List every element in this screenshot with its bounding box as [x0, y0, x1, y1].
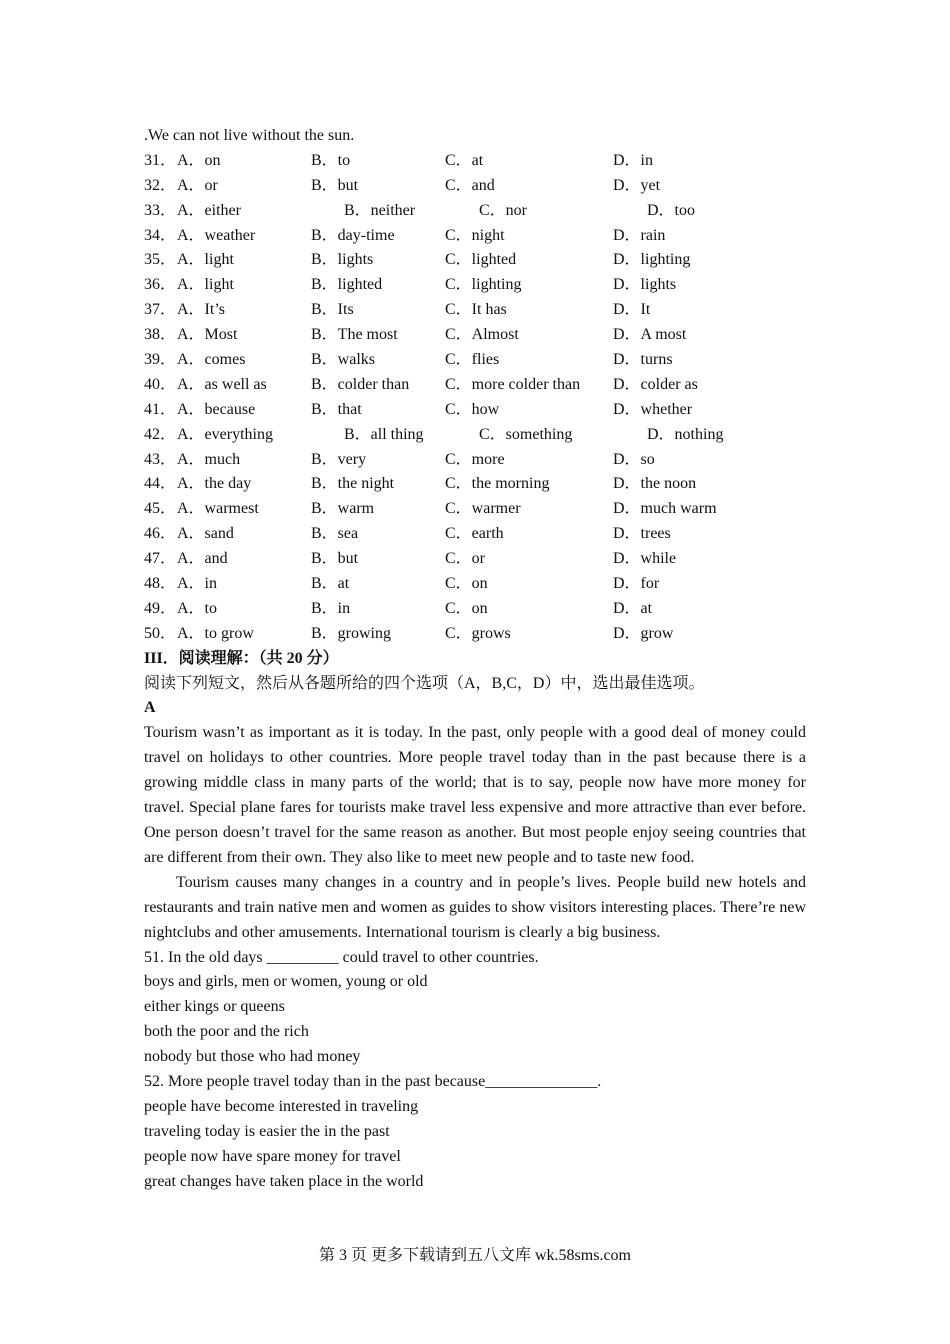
option-d: D．the noon — [613, 475, 697, 493]
question-number: 39． — [144, 351, 177, 369]
option-d: D．lighting — [613, 251, 691, 269]
option-c: C．how — [445, 400, 500, 418]
option-a: A．light — [177, 251, 234, 269]
passage-label: A — [144, 699, 156, 717]
section-heading: III．阅读理解：（共 20 分） — [144, 649, 339, 667]
option-b: B．that — [311, 400, 362, 418]
mc-question-row — [144, 199, 806, 224]
mc-question-row — [144, 149, 806, 174]
option-d: D．colder as — [613, 375, 698, 393]
option-c: C．and — [445, 176, 495, 194]
option-a: A．and — [177, 550, 228, 568]
option-a: A．or — [177, 176, 218, 194]
mc-question-row — [144, 597, 806, 622]
mc-question-row — [144, 622, 806, 647]
option-a: A．It’s — [177, 301, 226, 319]
mc-question-row — [144, 348, 806, 373]
reading-option: great changes have taken place in the world — [144, 1172, 424, 1190]
question-number: 31． — [144, 151, 177, 169]
option-c: C．or — [445, 550, 486, 568]
option-b: B．but — [311, 550, 359, 568]
section-instruction: 阅读下列短文，然后从各题所给的四个选项（A，B,C，D）中，选出最佳选项。 — [144, 674, 705, 692]
question-number: 49． — [144, 599, 177, 617]
question-number: 50． — [144, 624, 177, 642]
option-b: B．warm — [311, 500, 375, 518]
option-d: D．so — [613, 450, 655, 468]
option-b: B．growing — [311, 624, 392, 642]
option-c: C．earth — [445, 525, 504, 543]
option-a: A．weather — [177, 226, 256, 244]
mc-question-row — [144, 224, 806, 249]
mc-question-row — [144, 547, 806, 572]
question-number: 34． — [144, 226, 177, 244]
option-c: C．more colder than — [445, 375, 581, 393]
option-a: A．warmest — [177, 500, 259, 518]
option-b: B．all thing — [344, 425, 424, 443]
option-c: C．on — [445, 575, 488, 593]
mc-question-row — [144, 572, 806, 597]
option-a: A．light — [177, 276, 234, 294]
option-b: B．at — [311, 575, 350, 593]
option-b: B．lights — [311, 251, 374, 269]
document-page — [144, 124, 806, 1194]
question-number: 33． — [144, 201, 177, 219]
option-b: B．sea — [311, 525, 359, 543]
question-number: 44． — [144, 475, 177, 493]
option-c: C．lighted — [445, 251, 517, 269]
option-b: B．day-time — [311, 226, 395, 244]
option-b: B．lighted — [311, 276, 383, 294]
reading-option: both the poor and the rich — [144, 1023, 309, 1041]
option-c: C．night — [445, 226, 505, 244]
mc-question-row — [144, 273, 806, 298]
option-c: C．on — [445, 599, 488, 617]
option-d: D．whether — [613, 400, 693, 418]
option-d: D．A most — [613, 326, 687, 344]
reading-option: people now have spare money for travel — [144, 1147, 401, 1165]
question-number: 36． — [144, 276, 177, 294]
reading-question-list — [144, 946, 806, 1195]
option-c: C．lighting — [445, 276, 522, 294]
question-number: 43． — [144, 450, 177, 468]
option-c: C．more — [445, 450, 505, 468]
option-b: B．walks — [311, 351, 376, 369]
reading-option: either kings or queens — [144, 998, 285, 1016]
option-c: C．flies — [445, 351, 500, 369]
reading-option: boys and girls, men or women, young or old — [144, 973, 428, 991]
option-a: A．sand — [177, 525, 234, 543]
option-c: C．nor — [479, 201, 528, 219]
question-number: 45． — [144, 500, 177, 518]
option-c: C．at — [445, 151, 484, 169]
option-a: A．everything — [177, 425, 273, 443]
intro-line: .We can not live without the sun. — [144, 127, 355, 144]
question-number: 48． — [144, 575, 177, 593]
reading-option: traveling today is easier the in the past — [144, 1122, 390, 1140]
option-c: C．It has — [445, 301, 507, 319]
option-d: D．at — [613, 599, 653, 617]
reading-question-stem: 52. More people travel today than in the past because______________. — [144, 1072, 602, 1090]
option-a: A．as well as — [177, 375, 267, 393]
passage-paragraph-1: Tourism wasn’t as important as it is today. In the past, only people with a good deal of money could travel on holidays to other countries. More people travel today than in the past because there is a growing middle class in many parts of the world; that is to say, people now have more money for travel. Special plane fares for tourists make travel less expensive and more attractive than ever before. One person doesn’t travel for the same reason as another. But most people enjoy seeing countries that are different from their own. They also like to meet new people and to taste new food. — [144, 724, 806, 866]
option-d: D．lights — [613, 276, 677, 294]
option-c: C．warmer — [445, 500, 521, 518]
option-d: D．while — [613, 550, 677, 568]
mc-question-list — [144, 149, 806, 647]
option-a: A．to — [177, 599, 218, 617]
option-d: D．too — [647, 201, 696, 219]
reading-option: people have become interested in traveling — [144, 1097, 419, 1115]
question-number: 38． — [144, 326, 177, 344]
option-b: B．Its — [311, 301, 354, 319]
reading-option: nobody but those who had money — [144, 1048, 361, 1066]
reading-question-stem: 51. In the old days _________ could travel to other countries. — [144, 948, 539, 966]
option-a: A．because — [177, 400, 256, 418]
option-a: A．to grow — [177, 624, 254, 642]
page-footer: 第 3 页 更多下载请到五八文库 wk.58sms.com — [318, 1247, 631, 1264]
option-a: A．either — [177, 201, 241, 219]
option-d: D．yet — [613, 176, 661, 194]
option-d: D．much warm — [613, 500, 717, 518]
question-number: 40． — [144, 375, 177, 393]
option-b: B．to — [311, 151, 351, 169]
mc-question-row — [144, 423, 806, 448]
option-d: D．nothing — [647, 425, 724, 443]
option-d: D．grow — [613, 624, 674, 642]
question-number: 35． — [144, 251, 177, 269]
option-b: B．in — [311, 599, 351, 617]
question-number: 42． — [144, 425, 177, 443]
mc-question-row — [144, 298, 806, 323]
option-b: B．the night — [311, 475, 395, 493]
mc-question-row — [144, 323, 806, 348]
option-d: D．in — [613, 151, 654, 169]
mc-question-row — [144, 248, 806, 273]
option-d: D．turns — [613, 351, 673, 369]
passage-paragraph-2: Tourism causes many changes in a country and in people’s lives. People build new hotels and restaurants and train native men and women as guides to show visitors interesting places. There’re new nightclubs and other amusements. International tourism is clearly a big business. — [144, 873, 806, 941]
question-number: 41． — [144, 400, 177, 418]
question-number: 47． — [144, 550, 177, 568]
option-b: B．The most — [311, 326, 398, 344]
mc-question-row — [144, 522, 806, 547]
question-number: 46． — [144, 525, 177, 543]
option-c: C．Almost — [445, 326, 519, 344]
option-a: A．on — [177, 151, 221, 169]
mc-question-row — [144, 398, 806, 423]
option-c: C．something — [479, 425, 573, 443]
mc-question-row — [144, 448, 806, 473]
option-d: D．for — [613, 575, 660, 593]
mc-question-row — [144, 497, 806, 522]
mc-question-row — [144, 373, 806, 398]
option-a: A．much — [177, 450, 241, 468]
option-c: C．grows — [445, 624, 511, 642]
option-b: B．colder than — [311, 375, 410, 393]
mc-question-row — [144, 472, 806, 497]
option-d: D．trees — [613, 525, 671, 543]
option-a: A．in — [177, 575, 218, 593]
option-a: A．Most — [177, 326, 238, 344]
question-number: 37． — [144, 301, 177, 319]
option-d: D．It — [613, 301, 651, 319]
option-b: B．neither — [344, 201, 416, 219]
option-a: A．the day — [177, 475, 252, 493]
option-b: B．but — [311, 176, 359, 194]
option-d: D．rain — [613, 226, 666, 244]
question-number: 32． — [144, 176, 177, 194]
option-a: A．comes — [177, 351, 246, 369]
mc-question-row — [144, 174, 806, 199]
option-b: B．very — [311, 450, 367, 468]
option-c: C．the morning — [445, 475, 550, 493]
